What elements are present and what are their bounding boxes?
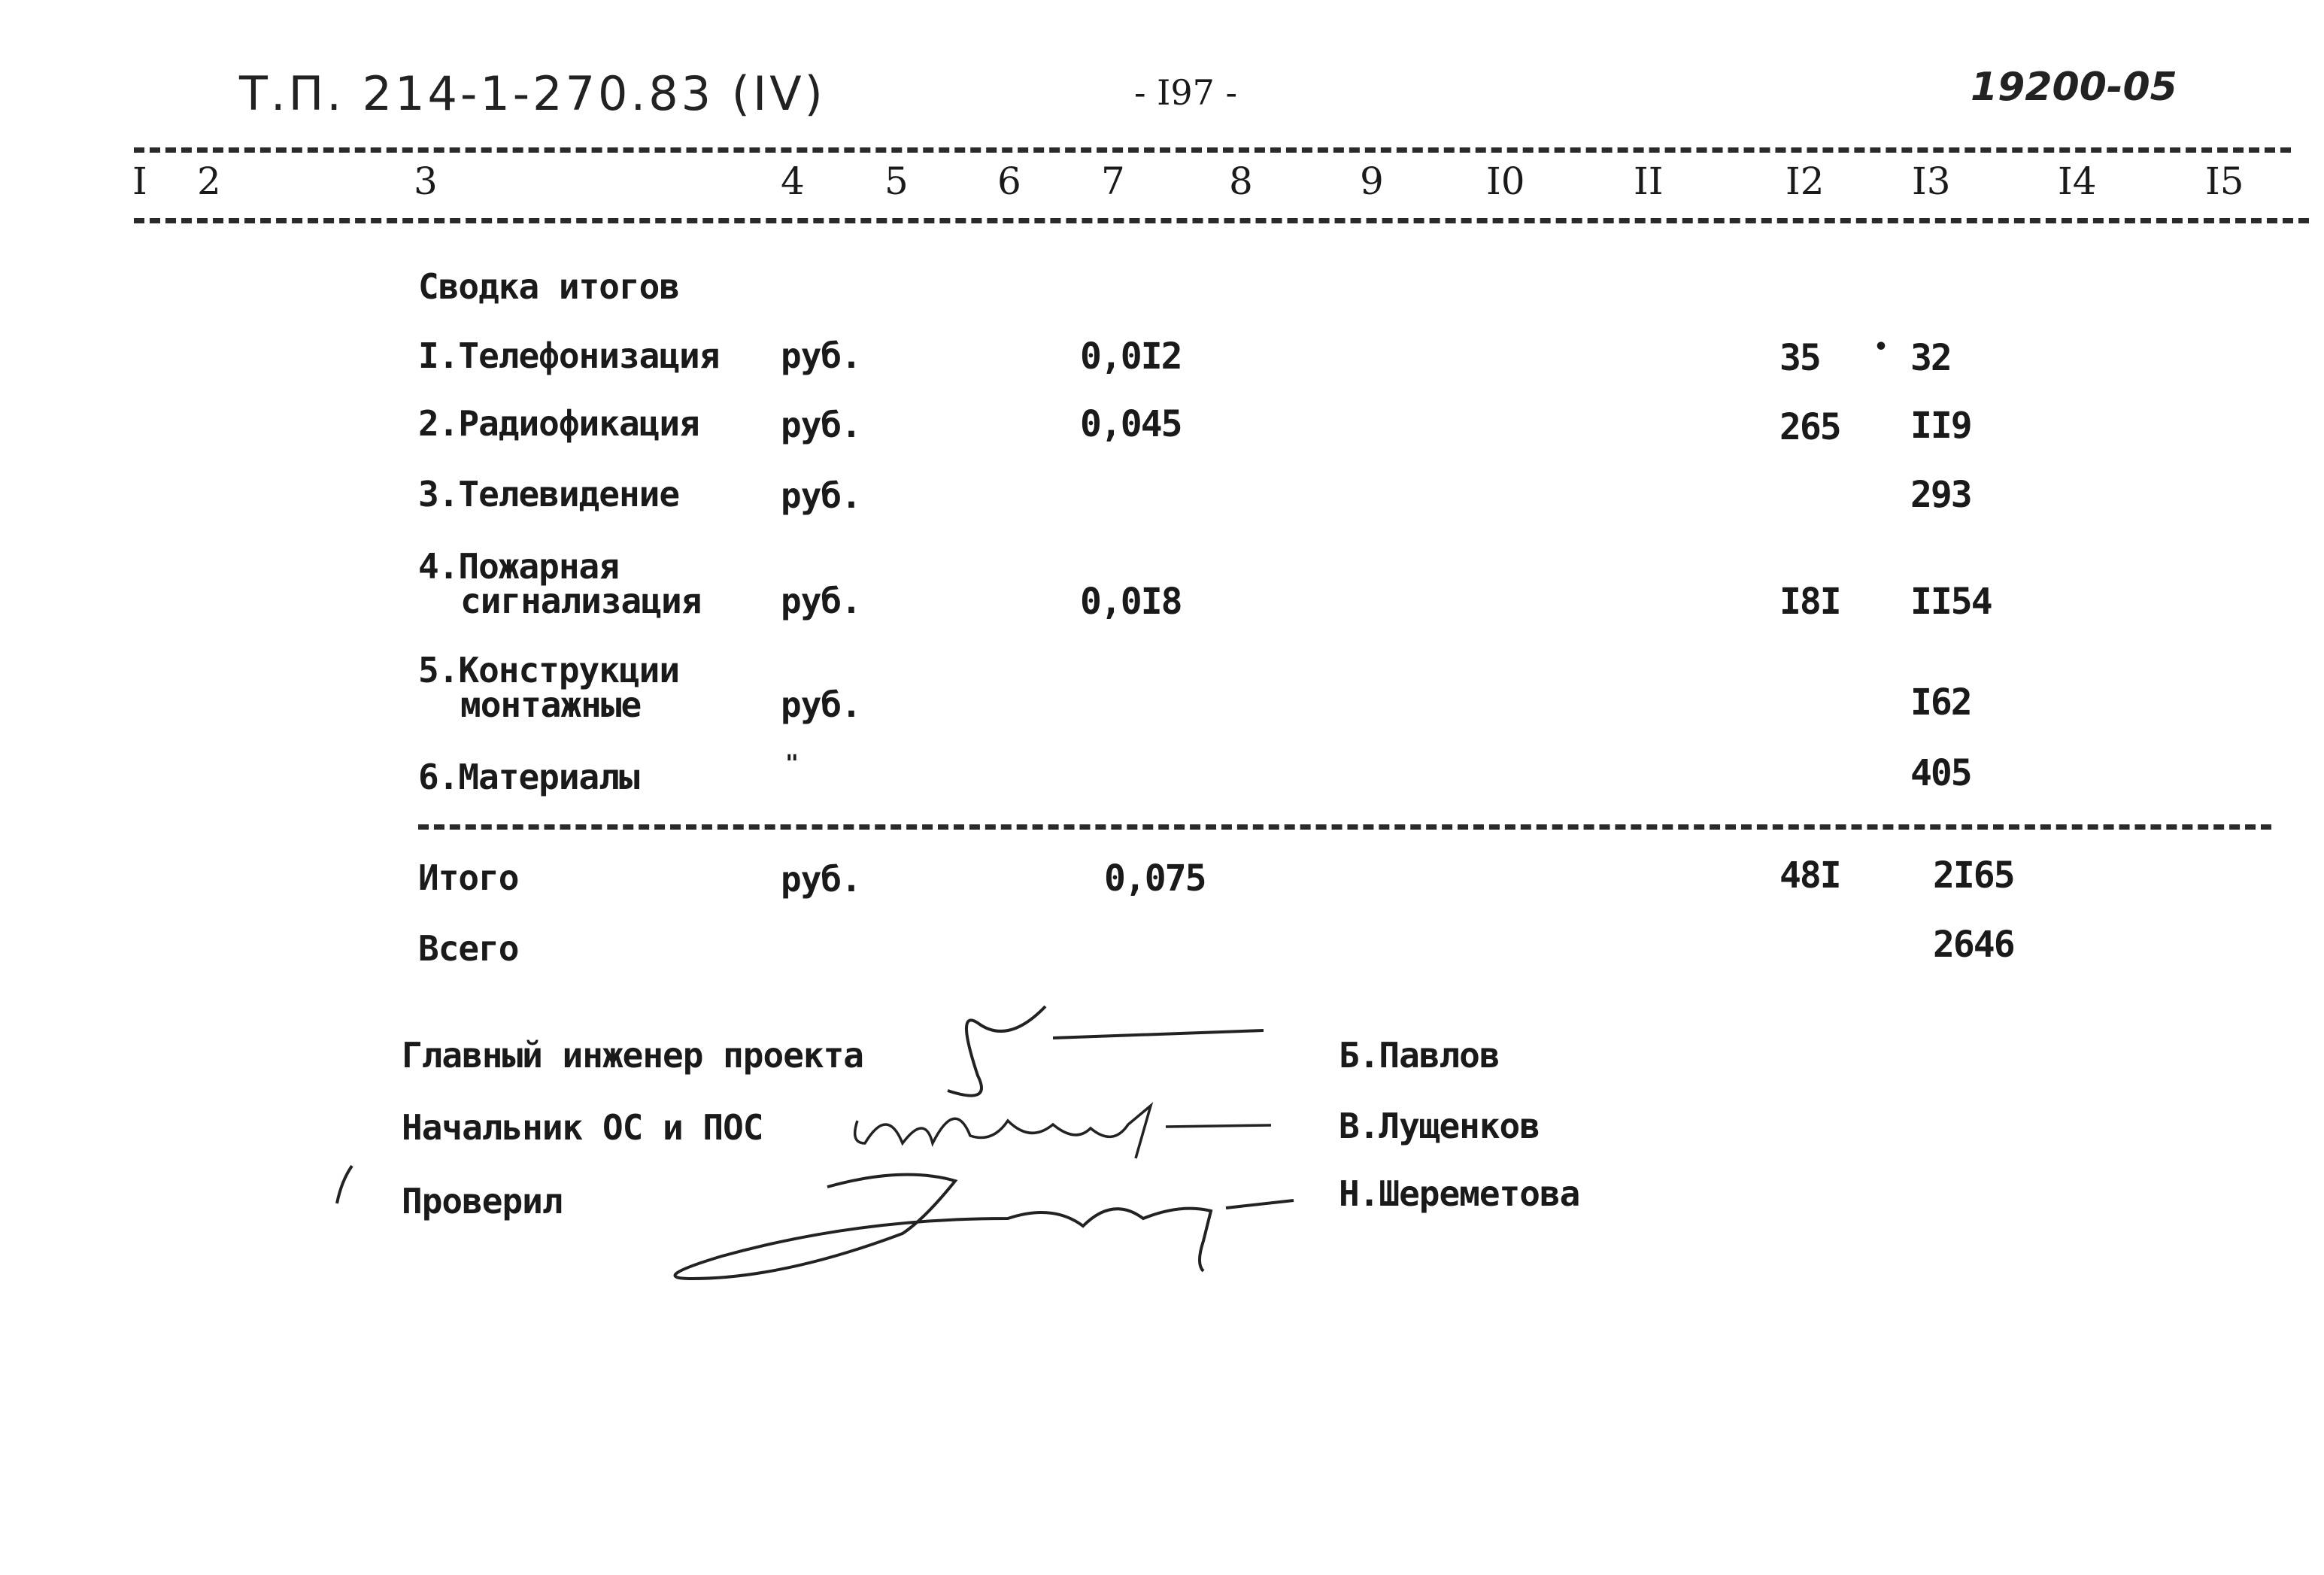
row-name: 4.Пожарная (418, 546, 619, 587)
column-number: I3 (1912, 159, 1951, 203)
project-code: Т.П. 214-1-270.83 (IV) (239, 66, 826, 121)
itogo-label: Итого (418, 857, 519, 898)
column-number: 9 (1360, 159, 1384, 203)
row-name-continued: сигнализация (460, 581, 702, 621)
signature-1 (948, 1006, 1264, 1096)
signature-name: В.Лущенков (1339, 1106, 1540, 1146)
row-name: I.Телефонизация (418, 335, 720, 376)
row-name: 5.Конструкции (418, 650, 680, 690)
row-unit: руб. (781, 475, 861, 516)
itogo-col13: 2I65 (1933, 854, 2014, 897)
row-col7: 0,045 (1080, 403, 1182, 445)
row-unit: руб. (781, 581, 861, 621)
column-number: 7 (1101, 159, 1125, 203)
signature-role: Главный инженер проекта (402, 1035, 863, 1076)
row-name-continued: монтажные (460, 684, 642, 725)
row-col7: 0,0I2 (1080, 335, 1182, 378)
itogo-unit: руб. (781, 859, 861, 900)
row-col12: 265 (1779, 406, 1840, 448)
itogo-col12: 48I (1779, 854, 1840, 897)
row-name: 3.Телевидение (418, 474, 680, 514)
section-title: Сводка итогов (418, 266, 680, 307)
row-unit: руб. (781, 684, 861, 725)
header-bottom-rule (134, 218, 2309, 223)
row-col12: 35 (1779, 337, 1820, 379)
signature-name: Н.Шереметова (1339, 1173, 1580, 1214)
column-number: 4 (781, 159, 805, 203)
bullet-mark: • (1874, 334, 1887, 360)
column-number: 5 (884, 159, 909, 203)
row-unit-ditto: " (785, 751, 799, 777)
row-name: 6.Материалы (418, 757, 639, 797)
column-number: 3 (414, 159, 438, 203)
row-col13: I62 (1910, 681, 1971, 724)
column-number: I2 (1785, 159, 1825, 203)
row-col12: I8I (1779, 581, 1840, 623)
handwritten-signatures (331, 993, 1309, 1309)
column-number: 6 (997, 159, 1021, 203)
totals-separator (418, 824, 2271, 830)
row-col13: 405 (1910, 752, 1971, 794)
page-number: - I97 - (1134, 72, 1238, 113)
row-col13: II9 (1910, 405, 1971, 447)
signature-role: Проверил (402, 1181, 563, 1221)
column-number: II (1634, 159, 1664, 203)
row-name: 2.Радиофикация (418, 403, 699, 444)
row-col13: II54 (1910, 581, 1992, 623)
itogo-col7: 0,075 (1104, 857, 1206, 900)
column-number: 2 (197, 159, 221, 203)
row-unit: руб. (781, 335, 861, 376)
vsego-label: Всего (418, 928, 519, 969)
row-unit: руб. (781, 405, 861, 445)
header-top-rule (134, 147, 2291, 153)
row-col7: 0,0I8 (1080, 581, 1182, 623)
signature-role: Начальник ОС и ПОС (402, 1107, 763, 1148)
column-number: I4 (2058, 159, 2097, 203)
tick-mark (337, 1166, 352, 1203)
column-number: 8 (1229, 159, 1253, 203)
signature-2 (855, 1106, 1271, 1158)
column-number: I (132, 159, 147, 203)
column-number: I5 (2205, 159, 2244, 203)
signature-name: Б.Павлов (1339, 1035, 1500, 1076)
document-number: 19200-05 (1971, 65, 2177, 110)
signature-3 (675, 1175, 1294, 1279)
vsego-col13: 2646 (1933, 924, 2014, 966)
column-number: I0 (1486, 159, 1525, 203)
row-col13: 32 (1910, 337, 1951, 379)
row-col13: 293 (1910, 474, 1971, 516)
